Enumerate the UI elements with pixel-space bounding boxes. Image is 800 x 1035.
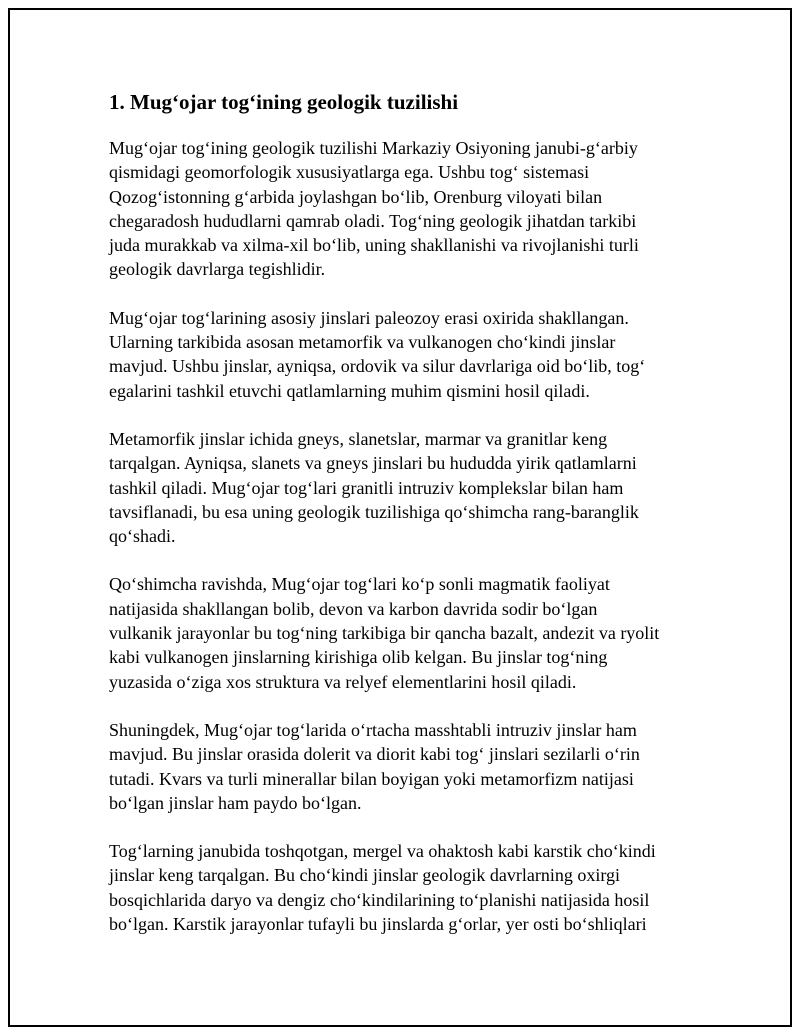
paragraph-2: Mug‘ojar tog‘larining asosiy jinslari paleozoy erasi oxirida shakllangan. Ularning tarkibida asosan metamorfik va vulkanogen cho‘kindi jinslar mavjud. Ushbu jinslar, ayniqsa, ordovik va silur davrlariga oid bo‘lib, tog‘ egalarini tashkil etuvchi qatlamlarning muhim qismini hosil qiladi. [109,307,646,401]
paragraph-3: Metamorfik jinslar ichida gneys, slanetslar, marmar va granitlar keng tarqalgan. Ayniqsa, slanets va gneys jinslari bu hududda yirik qatlamlarni tashkil qiladi. Mug‘ojar tog‘lari granitli intruziv komplekslar bilan ham tavsiflanadi, bu esa uning geologik tuzilishiga qo‘shimcha rang-baranglik qo‘shadi. [109,428,639,547]
paragraph-6: Tog‘larning janubida toshqotgan, mergel va ohaktosh kabi karstik cho‘kindi jinslar keng tarqalgan. Bu cho‘kindi jinslar geologik davrlarning oxirgi bosqichlarida daryo va dengiz cho‘kindilarining to‘planishi natijasida hosil bo‘lgan. Karstik jarayonlar tufayli bu jinslarda g‘orlar, yer osti bo‘shliqlari [109,841,656,935]
paragraph-1: Mug‘ojar tog‘ining geologik tuzilishi Markaziy Osiyoning janubi-g‘arbiy qismidagi geomorfologik xususiyatlarga ega. Ushbu tog‘ sistemasi Qozog‘istonning g‘arbida joylashgan bo‘lib, Orenburg viloyati bilan chegaradosh hududlarni qamrab oladi. Tog‘ning geologik jihatdan tarkibi juda murakkab va xilma-xil bo‘lib, uning shakllanishi va rivojlanishi turli geologik davrlarga tegishlidir. [109,138,639,280]
paragraph-4: Qo‘shimcha ravishda, Mug‘ojar tog‘lari ko‘p sonli magmatik faoliyat natijasida shakllangan bolib, devon va karbon davrida sodir bo‘lgan vulkanik jarayonlar bu tog‘ning tarkibiga bir qancha bazalt, andezit va ryolit kabi vulkanogen jinslarning kirishiga olib kelgan. Bu jinslar tog‘ning yuzasida o‘ziga xos struktura va relyef elementlarini hosil qiladi. [109,574,660,692]
paragraph-5: Shuningdek, Mug‘ojar tog‘larida o‘rtacha masshtabli intruziv jinslar ham mavjud. Bu jinslar orasida dolerit va diorit kabi tog‘ jinslari sezilarli o‘rin tutadi. Kvars va turli minerallar bilan boyigan yoki metamorfizm natijasi bo‘lgan jinslar ham paydo bo‘lgan. [109,719,640,813]
document-body [109,88,689,960]
section-heading: 1. Mug‘ojar tog‘ining geologik tuzilishi [109,90,459,114]
